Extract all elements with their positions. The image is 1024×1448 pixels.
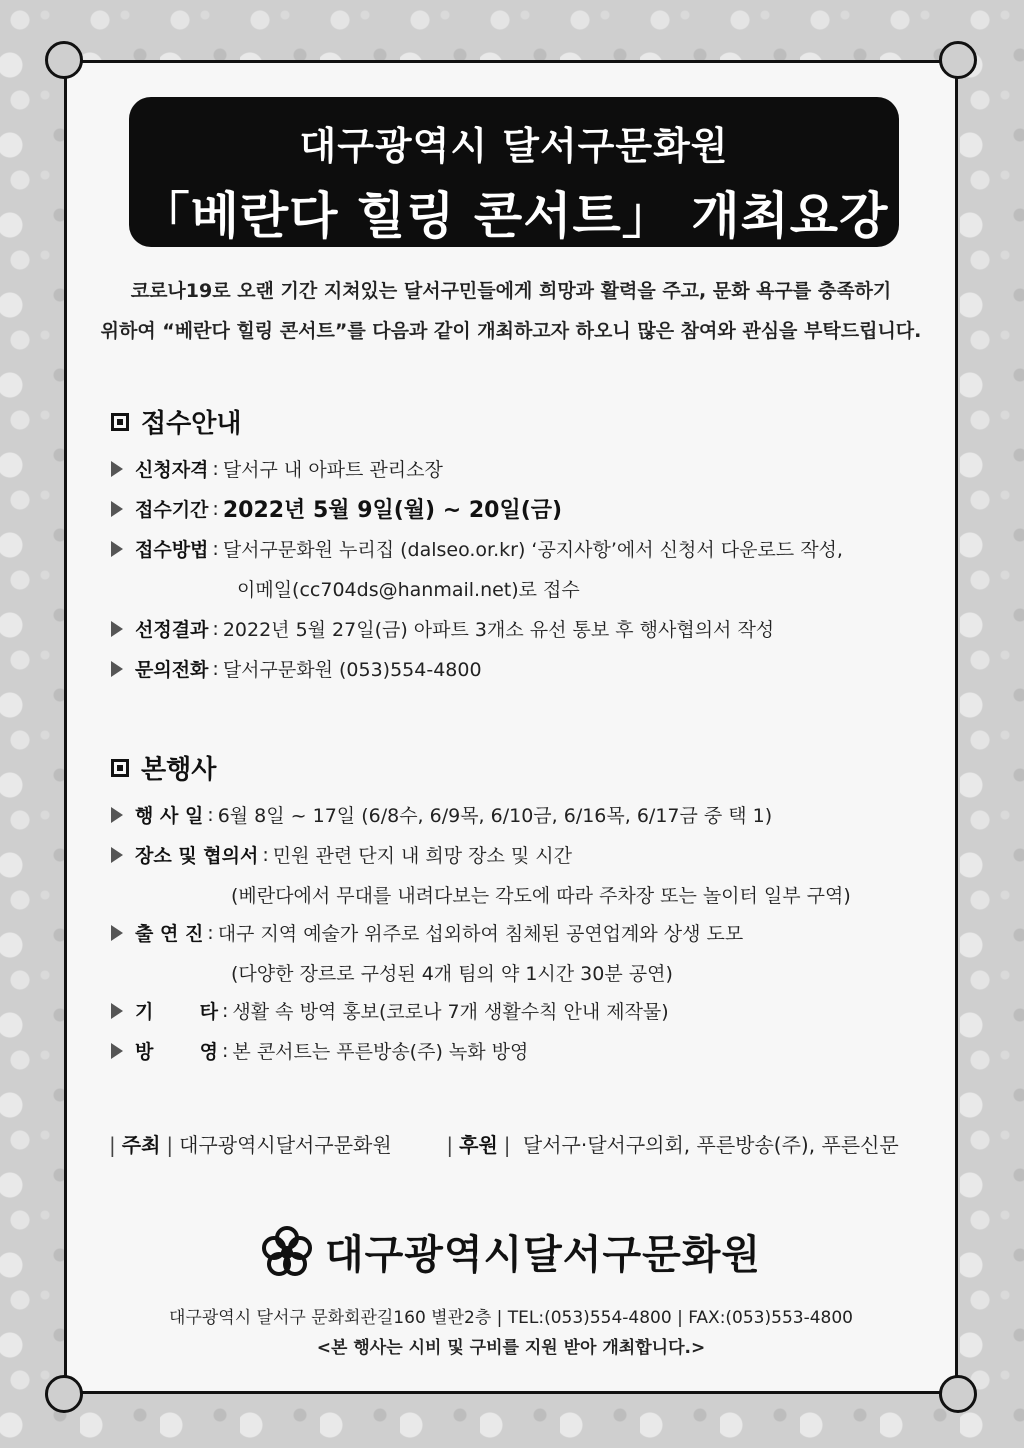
triangle-right-icon — [111, 807, 123, 823]
item-label: 행 사 일 — [135, 805, 204, 827]
intro-line: 코로나19로 오랜 기간 지쳐있는 달서구민들에게 희망과 활력을 주고, 문화 욕구를 충족하기 — [130, 280, 892, 302]
square-bullet-icon — [111, 413, 129, 431]
poster-frame — [64, 60, 958, 1394]
host-name: 대구광역시달서구문화원 — [179, 1133, 392, 1157]
frame-corner-ornament — [939, 41, 977, 79]
item-label: 출 연 진 — [135, 923, 204, 945]
item-value: 2022년 5월 9일(월) ~ 20일(금) — [222, 498, 563, 523]
item-label: 문의전화 — [135, 659, 209, 681]
triangle-right-icon — [111, 847, 123, 863]
item-value: 생활 속 방역 홍보(코로나 7개 생활수칙 안내 제작물) — [232, 1001, 669, 1023]
info-item: 접수방법 : 달서구문화원 누리집 (dalseo.or.kr) ‘공지사항’에서 신청서 다운로드 작성, — [111, 535, 843, 562]
organization-logo — [67, 1223, 955, 1280]
item-value: 6월 8일 ~ 17일 (6/8수, 6/9목, 6/10금, 6/16목, 6/17금 중 택 1) — [217, 805, 773, 827]
triangle-right-icon — [111, 925, 123, 941]
info-item: 장소 및 협의서 : 민원 관련 단지 내 희망 장소 및 시간 — [111, 841, 572, 868]
triangle-right-icon — [111, 661, 123, 677]
host-label: 주최 — [121, 1133, 161, 1157]
title-banner — [129, 97, 899, 247]
funding-note: <본 행사는 시비 및 구비를 지원 받아 개최합니다.> — [316, 1338, 706, 1358]
item-value-continued: (다양한 장르로 구성된 4개 팀의 약 1시간 30분 공연) — [231, 963, 673, 985]
info-item: 선정결과 : 2022년 5월 27일(금) 아파트 3개소 유선 통보 후 행사협의서 작성 — [111, 615, 774, 642]
item-value-continued: (베란다에서 무대를 내려다보는 각도에 따라 주차장 또는 놀이터 일부 구역) — [231, 885, 851, 907]
triangle-right-icon — [111, 1003, 123, 1019]
item-label: 장소 및 협의서 — [135, 845, 259, 867]
intro-line: 위하여 “베란다 힐링 콘서트”를 다음과 같이 개최하고자 하오니 많은 참여와 관심을 부탁드립니다. — [100, 320, 922, 342]
item-label: 접수방법 — [135, 539, 209, 561]
info-item: 기 타 : 생활 속 방역 홍보(코로나 7개 생활수칙 안내 제작물) — [111, 997, 669, 1024]
item-value: 달서구문화원 (053)554-4800 — [222, 659, 482, 681]
frame-corner-ornament — [45, 41, 83, 79]
section-heading-registration: 접수안내 — [111, 403, 241, 440]
triangle-right-icon — [111, 501, 123, 517]
item-label: 선정결과 — [135, 619, 209, 641]
info-item: 신청자격 : 달서구 내 아파트 관리소장 — [111, 455, 443, 482]
item-label: 접수기간 — [135, 499, 209, 521]
info-item: 출 연 진 : 대구 지역 예술가 위주로 섭외하여 침체된 공연업계와 상생 도모 — [111, 919, 743, 946]
triangle-right-icon — [111, 541, 123, 557]
triangle-right-icon — [111, 621, 123, 637]
triangle-right-icon — [111, 1043, 123, 1059]
item-value: 달서구 내 아파트 관리소장 — [222, 459, 443, 481]
info-item: 방 영 : 본 콘서트는 푸른방송(주) 녹화 방영 — [111, 1037, 528, 1064]
triangle-right-icon — [111, 461, 123, 477]
address-line: 대구광역시 달서구 문화회관길160 별관2층 | TEL:(053)554-4800 | FAX:(053)553-4800 — [169, 1308, 853, 1328]
sponsor-label: 후원 — [459, 1133, 498, 1157]
item-value-continued: 이메일(cc704ds@hanmail.net)로 접수 — [237, 579, 580, 601]
item-value: 대구 지역 예술가 위주로 섭외하여 침체된 공연업계와 상생 도모 — [217, 923, 744, 945]
frame-corner-ornament — [45, 1375, 83, 1413]
intro-paragraph — [67, 271, 955, 351]
section-heading-main-event: 본행사 — [111, 749, 216, 786]
square-bullet-icon — [111, 759, 129, 777]
title-event: 「베란다 힐링 콘서트」 개최요강 — [139, 187, 889, 245]
item-value: 달서구문화원 누리집 (dalseo.or.kr) ‘공지사항’에서 신청서 다운로드 작성, — [222, 539, 843, 561]
sponsor-names: 달서구·달서구의회, 푸른방송(주), 푸른신문 — [522, 1133, 899, 1157]
item-label: 방 영 — [135, 1041, 219, 1063]
info-item: 행 사 일 : 6월 8일 ~ 17일 (6/8수, 6/9목, 6/10금, 6/16목, 6/17금 중 택 1) — [111, 801, 772, 828]
logo-text: 대구광역시달서구문화원 — [324, 1232, 762, 1278]
organizers-row: | 주최 | 대구광역시달서구문화원 | 후원 | 달서구·달서구의회, 푸른방송(주), 푸른신문 — [109, 1133, 899, 1157]
title-organization: 대구광역시 달서구문화원 — [299, 124, 729, 168]
item-value: 2022년 5월 27일(금) 아파트 3개소 유선 통보 후 행사협의서 작성 — [222, 619, 775, 641]
item-label: 기 타 — [135, 1001, 219, 1023]
flower-emblem-icon — [261, 1226, 313, 1278]
frame-corner-ornament — [939, 1375, 977, 1413]
info-item: 접수기간 : 2022년 5월 9일(월) ~ 20일(금) — [111, 493, 562, 524]
item-value: 민원 관련 단지 내 희망 장소 및 시간 — [272, 845, 572, 867]
item-value: 본 콘서트는 푸른방송(주) 녹화 방영 — [232, 1041, 529, 1063]
info-item: 문의전화 : 달서구문화원 (053)554-4800 — [111, 655, 482, 682]
item-label: 신청자격 — [135, 459, 209, 481]
